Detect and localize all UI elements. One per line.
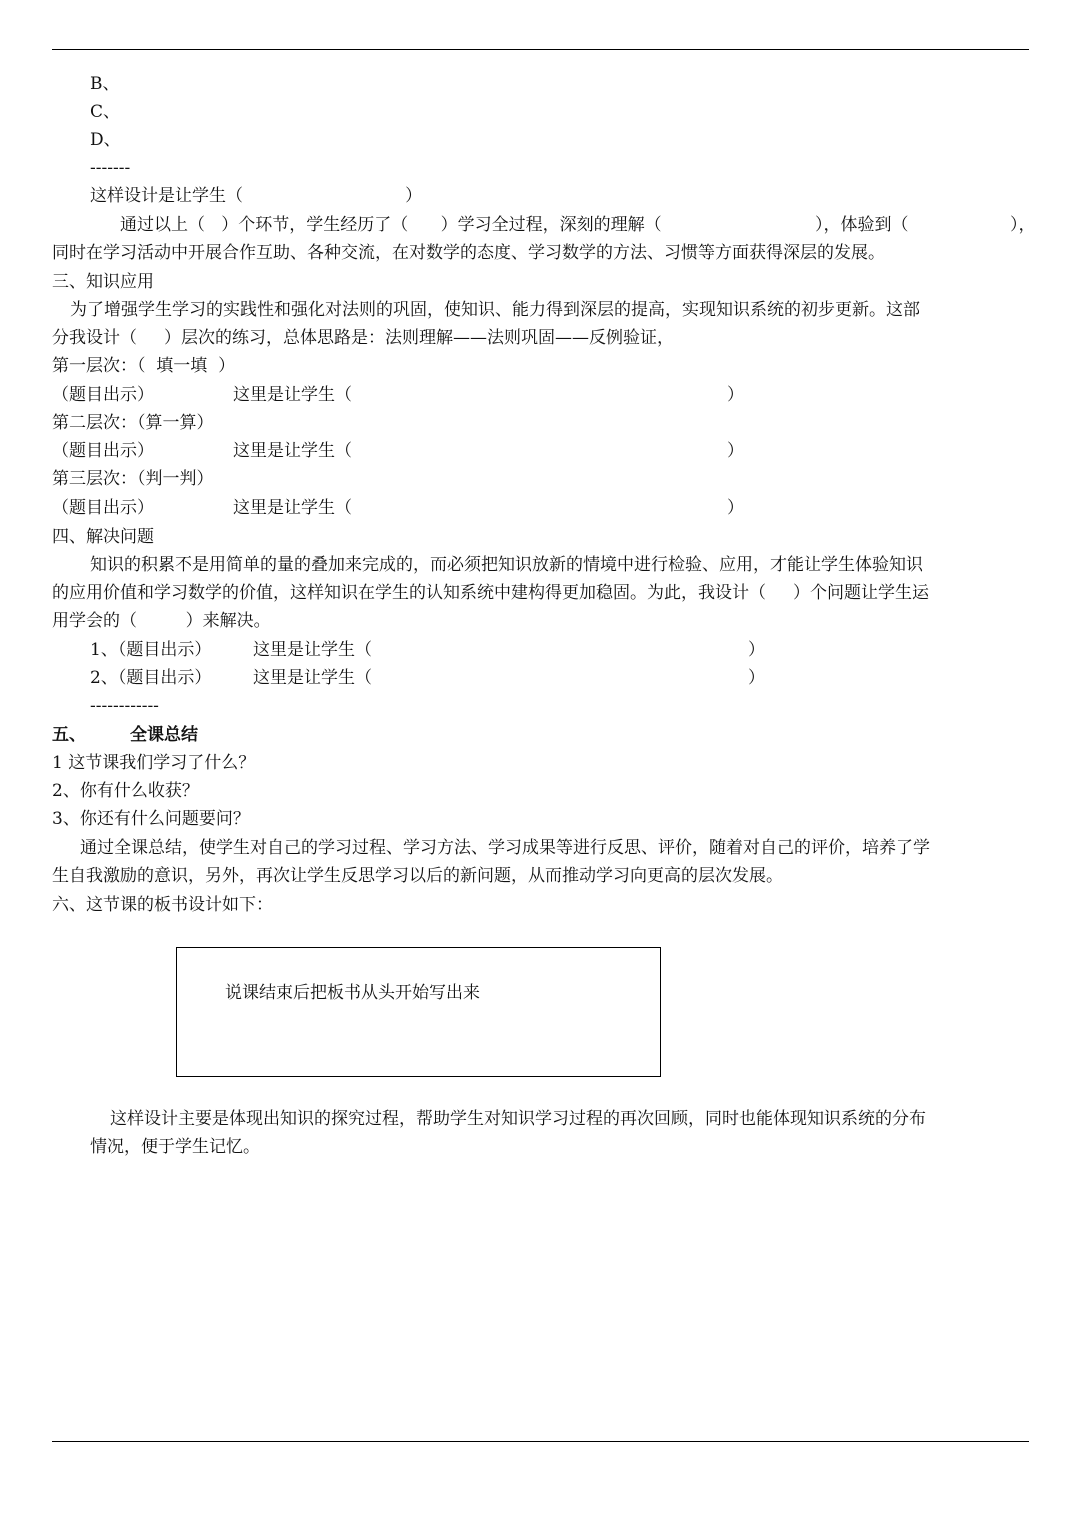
design-note: 这样设计是让学生（ ） — [90, 186, 423, 206]
level-3-prompt: （题目出示） — [52, 498, 154, 518]
section5-para-1: 通过全课总结，使学生对自己的学习过程、学习方法、学习成果等进行反思、评价，随着对自己的评价，培养了学 — [80, 838, 930, 858]
section5-heading-number: 五、 — [52, 725, 86, 745]
level-3-close: ） — [727, 498, 744, 518]
section4-para-1: 知识的积累不是用简单的量的叠加来完成的，而必须把知识放新的情境中进行检验、应用，才能让学生体验知识 — [90, 555, 923, 575]
bottom-rule — [52, 1441, 1029, 1442]
level-1-title: 第一层次：（ 填一填 ） — [52, 356, 236, 376]
section4-heading: 四、解决问题 — [52, 527, 154, 547]
section4-para-2: 的应用价值和学习数学的价值，这样知识在学生的认知系统中建构得更加稳固。为此，我设计（ ）个问题让学生运 — [52, 583, 930, 603]
option-b: B、 — [90, 74, 120, 94]
level-2-close: ） — [727, 441, 744, 461]
summary-part-2: ），体验到（ — [815, 215, 909, 235]
problem-1-close: ） — [748, 640, 765, 660]
problem-2-purpose: 这里是让学生（ — [253, 668, 372, 688]
problem-1-purpose: 这里是让学生（ — [253, 640, 372, 660]
section5-para-2: 生自我激励的意识，另外，再次让学生反思学习以后的新问题，从而推动学习向更高的层次发展。 — [52, 866, 783, 886]
board-design-box — [176, 947, 661, 1077]
section6-para-2: 情况，便于学生记忆。 — [90, 1137, 260, 1157]
option-c: C、 — [90, 102, 121, 122]
section6-para-1: 这样设计主要是体现出知识的探究过程，帮助学生对知识学习过程的再次回顾，同时也能体现知识系统的分布 — [110, 1109, 926, 1129]
question-1: 1 这节课我们学习了什么？ — [52, 753, 256, 773]
section5-heading-text: 全课总结 — [130, 725, 198, 745]
summary-line-2: 同时在学习活动中开展合作互助、各种交流，在对数学的态度、学习数学的方法、习惯等方面获得深层的发展。 — [52, 243, 885, 263]
section6-heading: 六、这节课的板书设计如下： — [52, 895, 273, 915]
problem-1-label: 1、（题目出示） — [90, 640, 212, 660]
level-1-prompt: （题目出示） — [52, 385, 154, 405]
section3-para-2: 分我设计（ ）层次的练习，总体思路是：法则理解——法则巩固——反例验证， — [52, 328, 675, 348]
level-1-close: ） — [727, 385, 744, 405]
section3-para-1: 为了增强学生学习的实践性和强化对法则的巩固，使知识、能力得到深层的提高，实现知识系统的初步更新。这部 — [70, 300, 920, 320]
level-2-title: 第二层次：（算一算） — [52, 413, 214, 433]
level-1-purpose: 这里是让学生（ — [233, 385, 352, 405]
section4-dash: ------------ — [90, 696, 159, 716]
summary-part-3: ）， — [1010, 215, 1036, 235]
problem-2-close: ） — [748, 668, 765, 688]
level-2-purpose: 这里是让学生（ — [233, 441, 352, 461]
dash-separator: ------- — [90, 158, 131, 178]
section3-heading: 三、知识应用 — [52, 272, 154, 292]
option-d: D、 — [90, 130, 121, 150]
level-2-prompt: （题目出示） — [52, 441, 154, 461]
level-3-purpose: 这里是让学生（ — [233, 498, 352, 518]
top-rule — [52, 49, 1029, 50]
question-2: 2、你有什么收获？ — [52, 781, 199, 801]
summary-part-1: 通过以上（ ）个环节，学生经历了（ ）学习全过程，深刻的理解（ — [120, 215, 662, 235]
question-3: 3、你还有什么问题要问？ — [52, 809, 250, 829]
section4-para-3: 用学会的（ ）来解决。 — [52, 611, 271, 631]
level-3-title: 第三层次：（判一判） — [52, 469, 214, 489]
problem-2-label: 2、（题目出示） — [90, 668, 212, 688]
board-design-text: 说课结束后把板书从头开始写出来 — [225, 983, 480, 1003]
